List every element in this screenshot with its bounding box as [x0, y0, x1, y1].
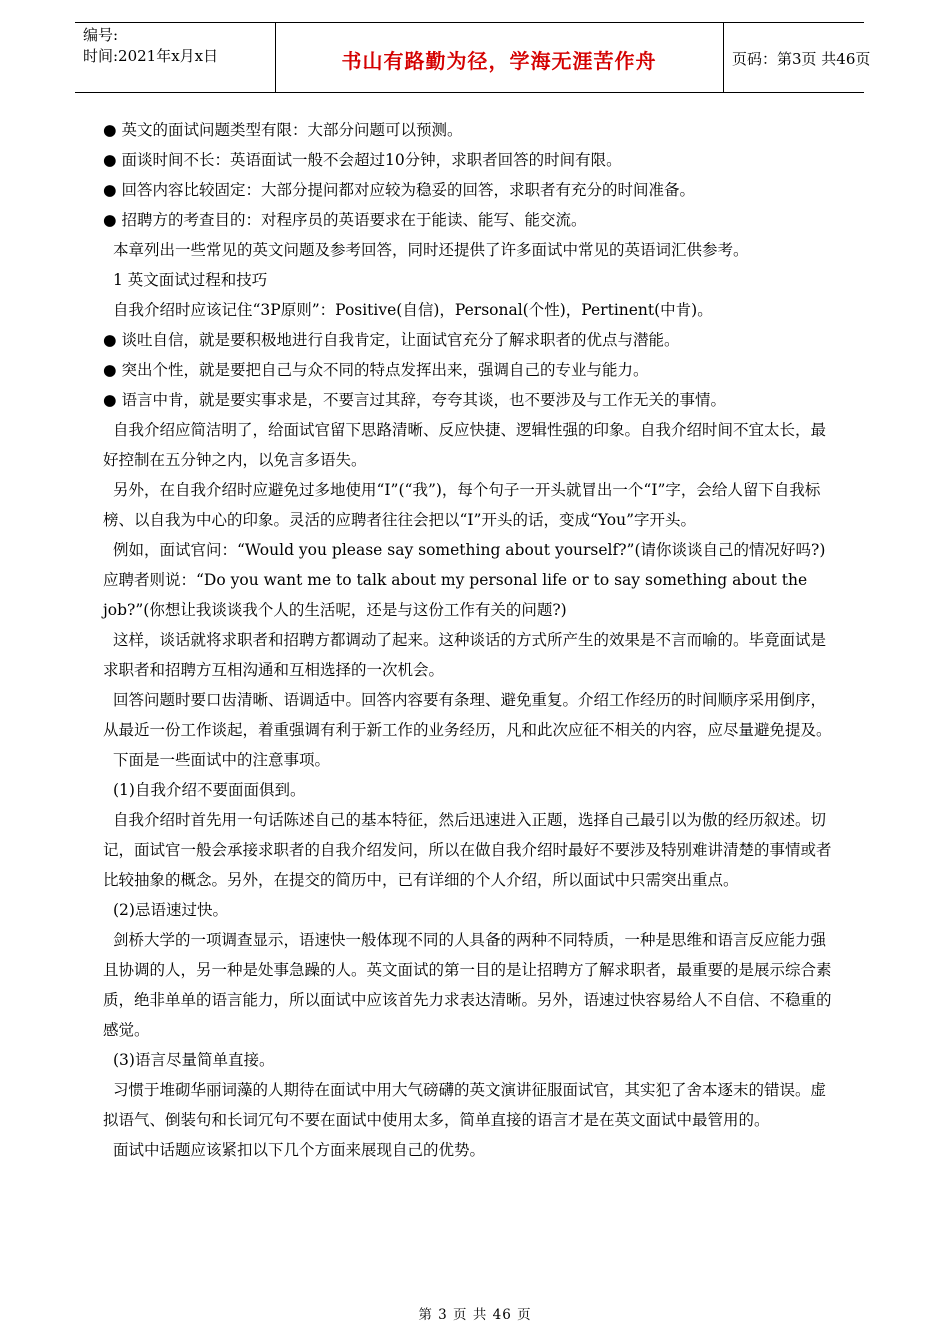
bullet-paragraph: ● 谈吐自信，就是要积极地进行自我肯定，让面试官充分了解求职者的优点与潜能。: [103, 325, 835, 355]
body-paragraph: 自我介绍时应该记住“3P原则”：Positive(自信)，Personal(个性)，Pertinent(中肯)。: [113, 301, 713, 319]
page-footer: 第 3 页 共 46 页: [418, 1307, 532, 1323]
body-paragraph: (2)忌语速过快。: [113, 901, 228, 919]
document-body: [103, 115, 835, 1165]
body-paragraph: 面试中话题应该紧扣以下几个方面来展现自己的优势。: [113, 1141, 486, 1159]
body-paragraph: 另外，在自我介绍时应避免过多地使用“I”(“我”)，每个句子一开头就冒出一个“I”字，会给人留下自我标榜、以自我为中心的印象。灵活的应聘者往往会把以“I”开头的话，变成“You”字开头。: [103, 481, 821, 529]
bullet-paragraph: ● 语言中肯，就是要实事求是，不要言过其辞，夸夸其谈，也不要涉及与工作无关的事情。: [103, 385, 835, 415]
body-paragraph: 自我介绍应简洁明了，给面试官留下思路清晰、反应快捷、逻辑性强的印象。自我介绍时间不宜太长，最好控制在五分钟之内，以免言多语失。: [103, 421, 827, 469]
body-paragraph: 1 英文面试过程和技巧: [113, 271, 268, 289]
body-paragraph: 下面是一些面试中的注意事项。: [113, 751, 331, 769]
header-meta-cell: [75, 23, 276, 92]
bullet-paragraph: ● 招聘方的考查目的：对程序员的英语要求在于能读、能写、能交流。: [103, 205, 835, 235]
header-motto-cell: [275, 23, 724, 92]
body-paragraph: (3)语言尽量简单直接。: [113, 1051, 275, 1069]
body-paragraph: 自我介绍时首先用一句话陈述自己的基本特征，然后迅速进入正题，选择自己最引以为傲的经历叙述。切记，面试官一般会承接求职者的自我介绍发问，所以在做自我介绍时最好不要涉及特别难讲清楚的事情或者比较抽象的概念。另外，在提交的简历中，已有详细的个人介绍，所以面试中只需突出重点。: [103, 811, 832, 889]
document-time: 时间:2021年x月x日: [83, 47, 219, 65]
header-table: [75, 22, 871, 93]
body-paragraph: 剑桥大学的一项调查显示，语速快一般体现不同的人具备的两种不同特质，一种是思维和语言反应能力强且协调的人，另一种是处事急躁的人。英文面试的第一目的是让招聘方了解求职者，最重要的是展示综合素质，绝非单单的语言能力，所以面试中应该首先力求表达清晰。另外，语速过快容易给人不自信、不稳重的感觉。: [103, 931, 832, 1039]
bullet-paragraph: ● 面谈时间不长：英语面试一般不会超过10分钟，求职者回答的时间有限。: [103, 145, 835, 175]
bullet-paragraph: ● 回答内容比较固定：大部分提问都对应较为稳妥的回答，求职者有充分的时间准备。: [103, 175, 835, 205]
body-paragraph: 本章列出一些常见的英文问题及参考回答，同时还提供了许多面试中常见的英语词汇供参考。: [113, 241, 749, 259]
body-paragraph: (1)自我介绍不要面面俱到。: [113, 781, 306, 799]
document-number-label: 编号:: [83, 26, 119, 44]
header-page-code: 页码：第3页 共46页: [732, 50, 871, 68]
body-paragraph: 这样，谈话就将求职者和招聘方都调动了起来。这种谈话的方式所产生的效果是不言而喻的。毕竟面试是求职者和招聘方互相沟通和互相选择的一次机会。: [103, 631, 827, 679]
body-paragraph: 习惯于堆砌华丽词藻的人期待在面试中用大气磅礴的英文演讲征服面试官，其实犯了舍本逐末的错误。虚拟语气、倒装句和长词冗句不要在面试中使用太多，简单直接的语言才是在英文面试中最管用的。: [103, 1081, 827, 1129]
bullet-paragraph: ● 突出个性，就是要把自己与众不同的特点发挥出来，强调自己的专业与能力。: [103, 355, 835, 385]
body-paragraph: 例如，面试官问：“Would you please say something about yourself?”(请你谈谈自己的情况好吗?)应聘者则说：“Do you want me to talk about my personal life or to say something about the job?”(你想让我谈谈我个人的生活呢，还是与这份工作有关的问题?): [103, 541, 826, 619]
body-paragraph: 回答问题时要口齿清晰、语调适中。回答内容要有条理、避免重复。介绍工作经历的时间顺序采用倒序，从最近一份工作谈起，着重强调有利于新工作的业务经历，凡和此次应征不相关的内容，应尽量避免提及。: [103, 691, 832, 739]
header-page-cell: [724, 23, 871, 92]
header-motto: 书山有路勤为径，学海无涯苦作舟: [341, 49, 657, 73]
bullet-paragraph: ● 英文的面试问题类型有限：大部分问题可以预测。: [103, 115, 835, 145]
